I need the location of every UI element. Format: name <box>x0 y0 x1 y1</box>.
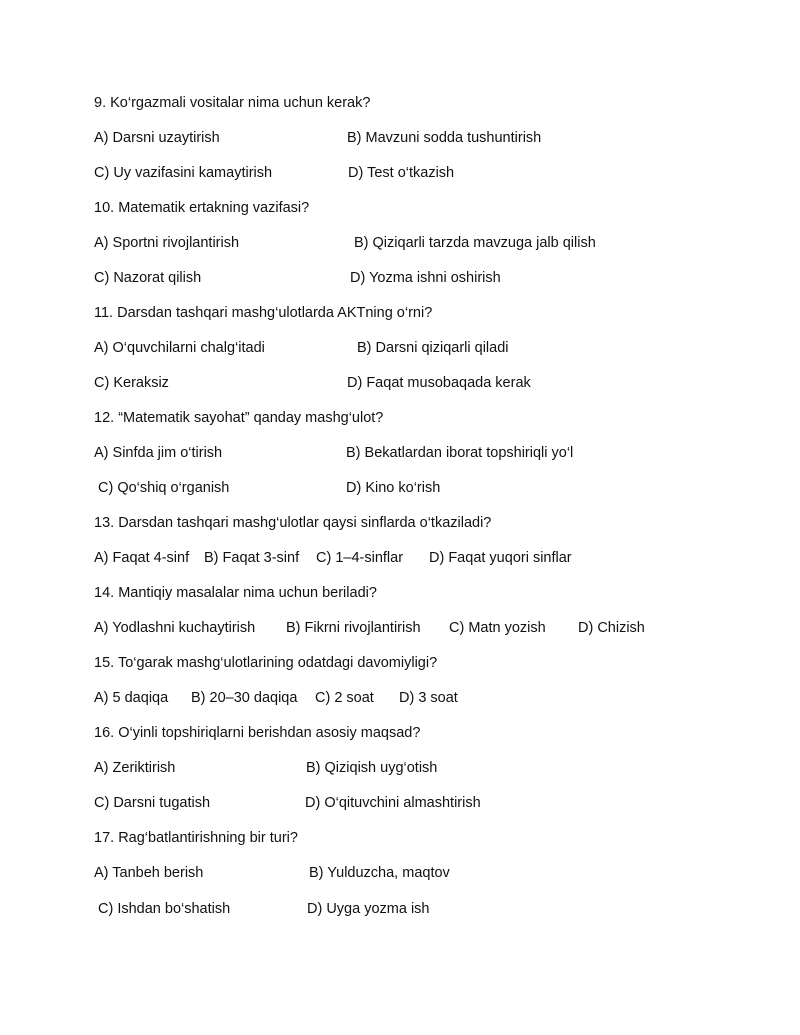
question-number: 10. <box>94 200 115 216</box>
option-d: D) Chizish <box>578 620 645 636</box>
option-c: C) 1–4-sinflar <box>316 550 404 566</box>
option-b: B) 20–30 daqiqa <box>191 690 298 706</box>
question-number: 17. <box>94 830 115 846</box>
question-number: 12. <box>94 410 115 426</box>
option-a: A) O‘quvchilarni chalg‘itadi <box>94 340 265 356</box>
option-d: D) Faqat musobaqada kerak <box>347 375 531 391</box>
question-prompt: O‘yinli topshiriqlarni berishdan asosiy maqsad? <box>118 725 421 741</box>
option-c: C) Nazorat qilish <box>94 270 202 286</box>
option-a: A) Yodlashni kuchaytirish <box>94 620 256 636</box>
option-d: D) Yozma ishni oshirish <box>350 270 501 286</box>
question-text <box>94 409 383 427</box>
option-d: D) Test o‘tkazish <box>348 165 455 181</box>
question-prompt: Mantiqiy masalalar nima uchun beriladi? <box>118 585 377 601</box>
option-b: B) Yulduzcha, maqtov <box>309 865 450 881</box>
question-number: 13. <box>94 515 115 531</box>
option-d: D) 3 soat <box>399 690 458 706</box>
question-text <box>94 514 491 532</box>
question-number: 15. <box>94 655 115 671</box>
option-c: C) Uy vazifasini kamaytirish <box>94 165 273 181</box>
option-a: A) Darsni uzaytirish <box>94 130 220 146</box>
question-text <box>94 724 420 742</box>
question-text <box>94 829 298 847</box>
option-c: C) Matn yozish <box>449 620 546 636</box>
question-text <box>94 304 432 322</box>
option-d: D) Faqat yuqori sinflar <box>429 550 572 566</box>
question-number: 16. <box>94 725 115 741</box>
option-c: C) Qo‘shiq o‘rganish <box>98 480 230 496</box>
option-b: B) Qiziqish uyg‘otish <box>306 760 438 776</box>
question-number: 14. <box>94 585 115 601</box>
question-number: 9. <box>94 95 107 111</box>
option-a: A) 5 daqiqa <box>94 690 169 706</box>
option-c: C) Ishdan bo‘shatish <box>98 901 231 917</box>
option-d: D) Kino ko‘rish <box>346 480 441 496</box>
question-text <box>94 199 309 217</box>
question-prompt: Matematik ertakning vazifasi? <box>118 200 310 216</box>
option-d: D) Uyga yozma ish <box>307 901 430 917</box>
question-prompt: To‘garak mashg‘ulotlarining odatdagi davomiyligi? <box>117 655 438 671</box>
question-text <box>94 94 370 112</box>
option-b: B) Darsni qiziqarli qiladi <box>357 340 509 356</box>
question-prompt: “Matematik sayohat” qanday mashg‘ulot? <box>118 410 384 426</box>
question-prompt: Darsdan tashqari mashg‘ulotlarda AKTning o‘rni? <box>117 305 433 321</box>
option-c: C) 2 soat <box>315 690 374 706</box>
option-a: A) Faqat 4-sinf <box>94 550 190 566</box>
option-c: C) Darsni tugatish <box>94 795 211 811</box>
option-b: B) Bekatlardan iborat topshiriqli yo‘l <box>346 445 574 461</box>
option-a: A) Zeriktirish <box>94 760 176 776</box>
question-text <box>94 654 437 672</box>
option-b: B) Mavzuni sodda tushuntirish <box>347 130 542 146</box>
option-b: B) Fikrni rivojlantirish <box>286 620 421 636</box>
option-b: B) Qiziqarli tarzda mavzuga jalb qilish <box>354 235 596 251</box>
option-c: C) Keraksiz <box>94 375 169 391</box>
option-a: A) Sportni rivojlantirish <box>94 235 240 251</box>
question-prompt: Darsdan tashqari mashg‘ulotlar qaysi sinflarda o‘tkaziladi? <box>118 515 492 531</box>
option-d: D) O‘qituvchini almashtirish <box>305 795 481 811</box>
option-a: A) Tanbeh berish <box>94 865 204 881</box>
question-prompt: Ko‘rgazmali vositalar nima uchun kerak? <box>110 95 371 111</box>
option-b: B) Faqat 3-sinf <box>204 550 300 566</box>
question-number: 11. <box>94 305 114 321</box>
question-prompt: Rag‘batlantirishning bir turi? <box>118 830 298 846</box>
option-a: A) Sinfda jim o‘tirish <box>94 445 223 461</box>
question-text <box>94 584 377 602</box>
